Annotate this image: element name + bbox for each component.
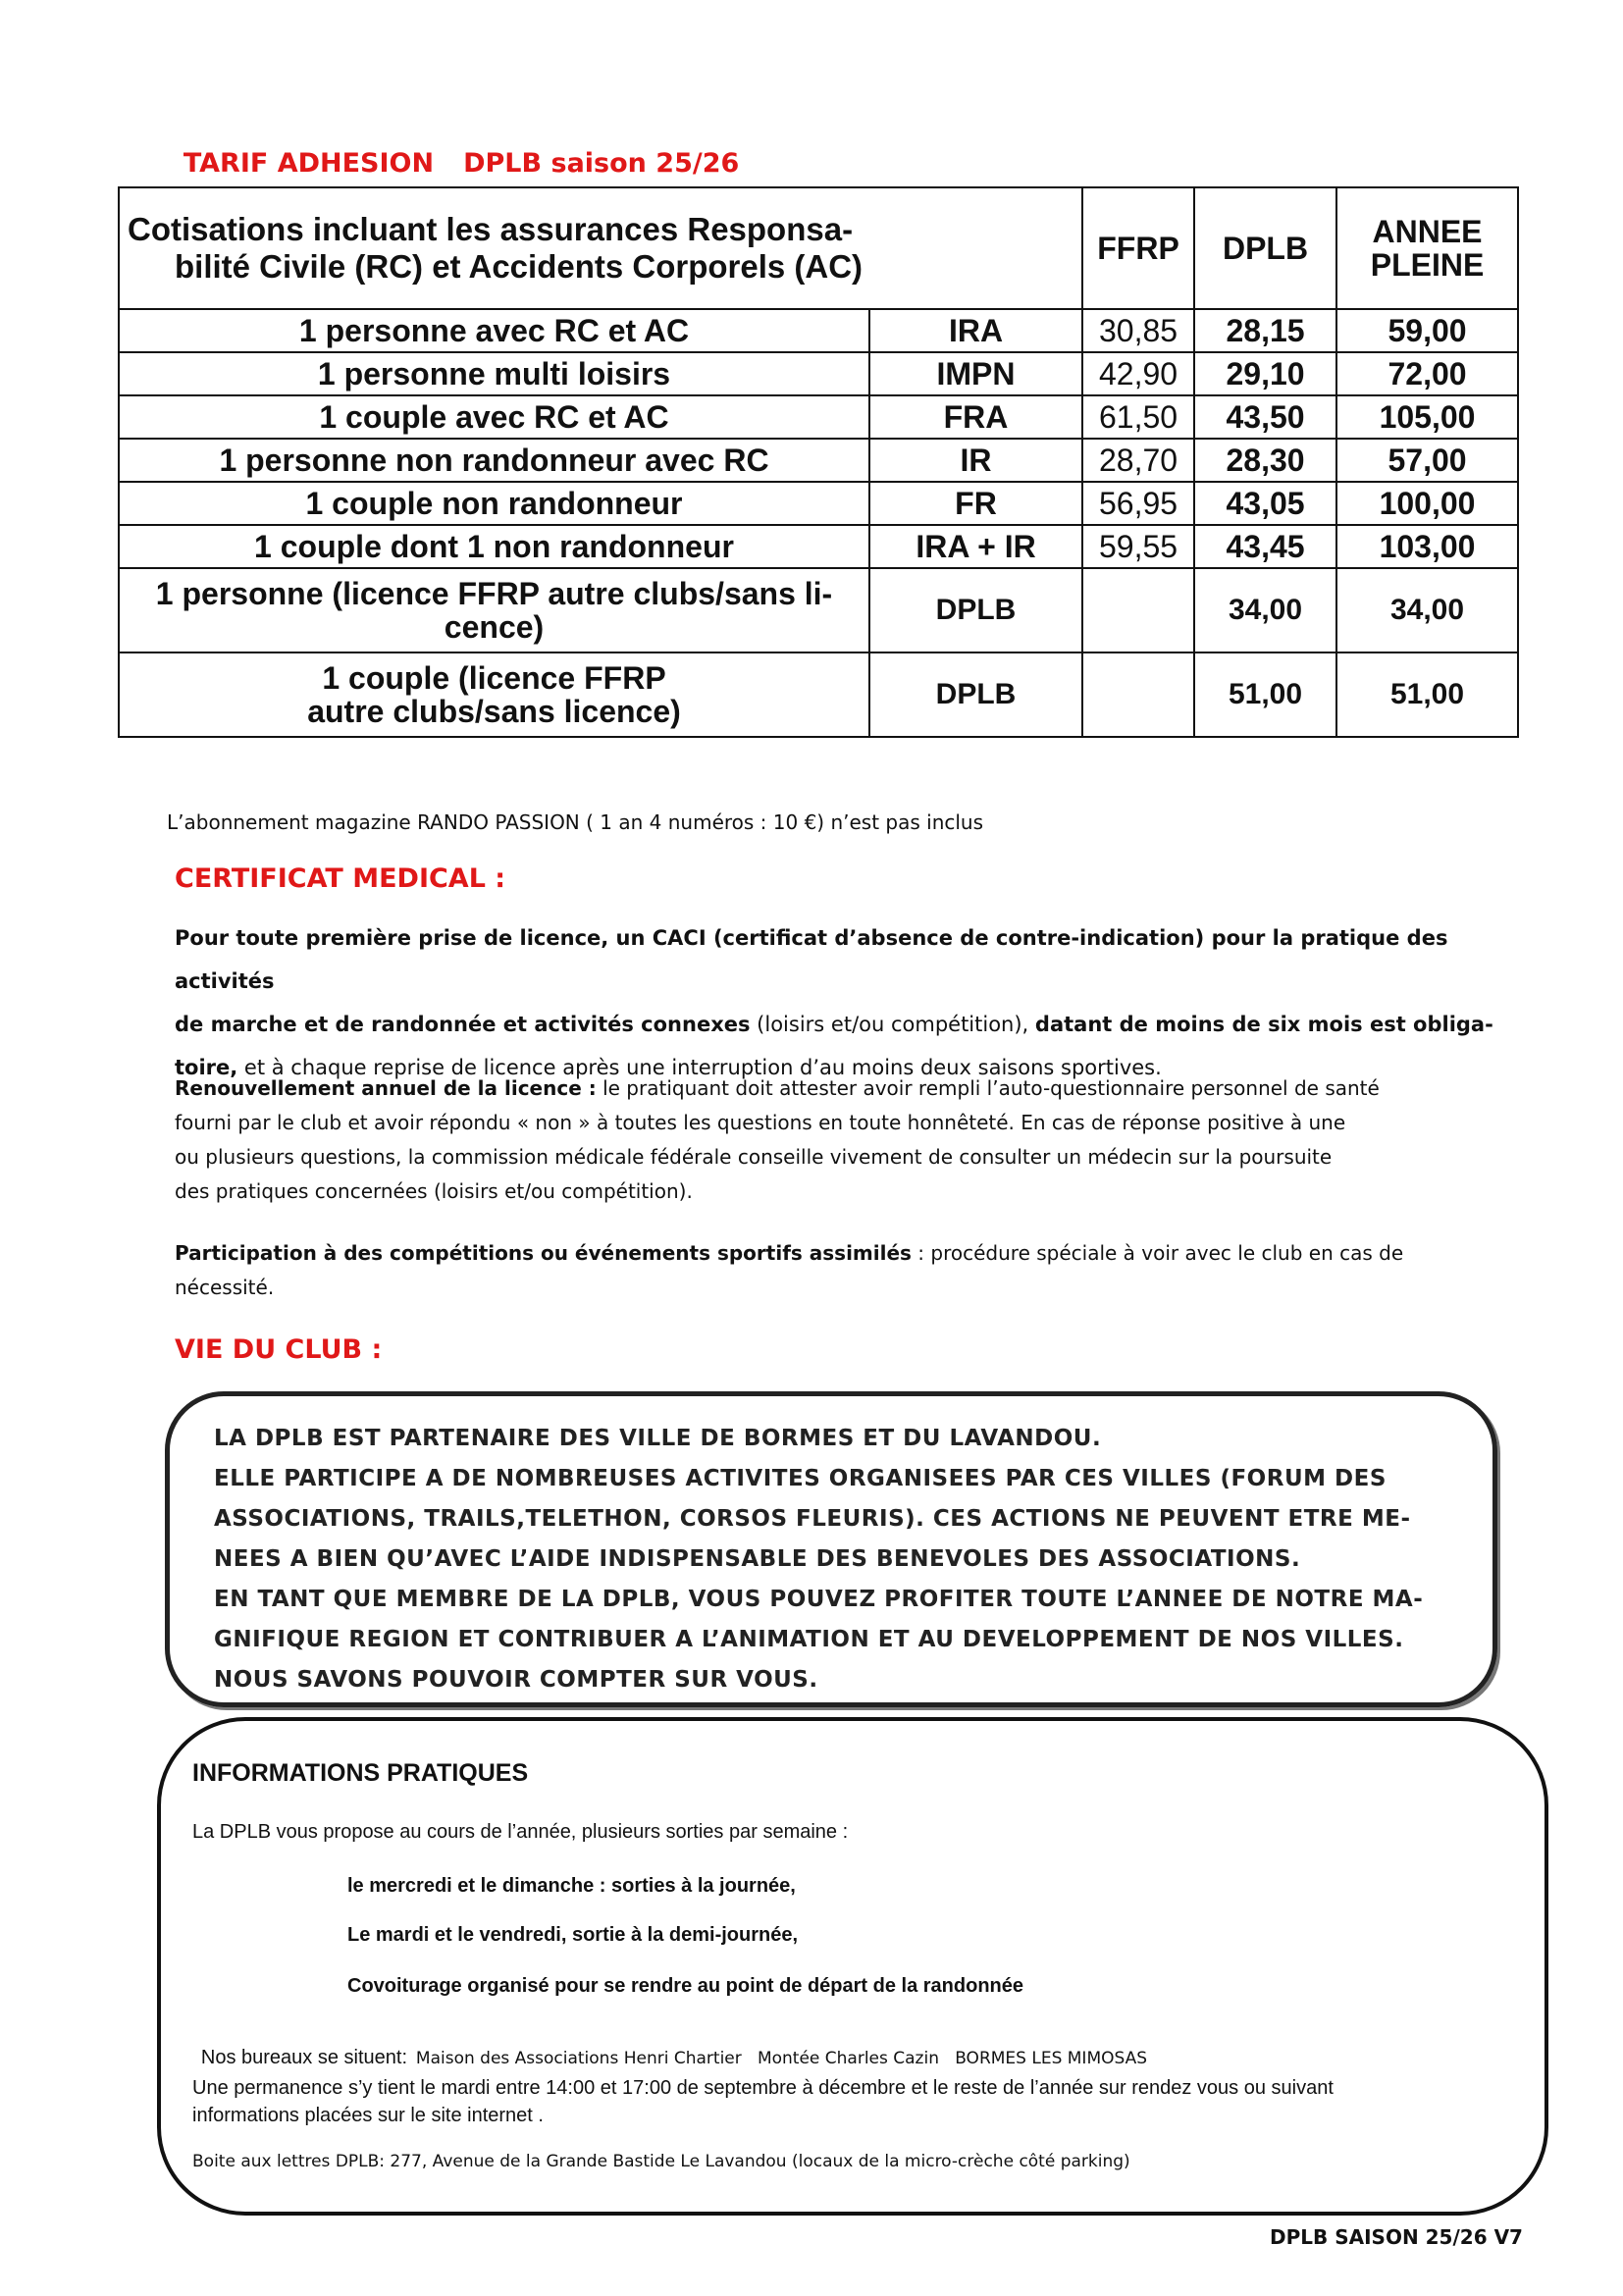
info-bureaux-label: Nos bureaux se situent:: [200, 2047, 408, 2068]
cert-p1-norm2: (loisirs et/ou compétition),: [750, 1013, 1035, 1036]
club-line: NEES A BIEN QU’AVEC L’AIDE INDISPENSABLE DES BENEVOLES DES ASSOCIATIONS.: [214, 1546, 1301, 1572]
title-part1: TARIF ADHESION: [183, 148, 435, 179]
row-ffrp: 30,85: [1082, 309, 1194, 352]
row-label: 1 couple non randonneur: [119, 482, 869, 525]
table-header-row: [119, 187, 1518, 309]
info-bureaux: [192, 2029, 1147, 2069]
row-label: [119, 652, 869, 737]
row-code: IRA: [869, 309, 1082, 352]
row-label-line1: 1 personne (licence FFRP autre clubs/sans li-: [155, 576, 833, 611]
row-label: 1 personne non randonneur avec RC: [119, 439, 869, 482]
cert-p1-bold3: datant de moins de six mois est obliga-: [1034, 1013, 1493, 1036]
club-text: [214, 1419, 1490, 1700]
table-row: [119, 525, 1518, 568]
cert-p3-l2: nécessité.: [175, 1276, 275, 1299]
row-label: 1 personne multi loisirs: [119, 352, 869, 395]
row-code: IRA + IR: [869, 525, 1082, 568]
header-annee-line1: ANNEE: [1372, 214, 1483, 249]
row-code: DPLB: [869, 652, 1082, 737]
row-code: IR: [869, 439, 1082, 482]
row-code: FR: [869, 482, 1082, 525]
header-desc-line1: Cotisations incluant les assurances Responsa-: [128, 211, 854, 247]
table-row: [119, 439, 1518, 482]
info-perm-line1: Une permanence s’y tient le mardi entre 14:00 et 17:00 de septembre à décembre et le reste de l’année sur rendez vous ou suivant: [192, 2077, 1334, 2099]
info-bullet-3: Covoiturage organisé pour se rendre au point de départ de la randonnée: [347, 1975, 1024, 1997]
cert-p1-bold2: de marche et de randonnée et activités connexes: [175, 1013, 751, 1036]
row-annee: 57,00: [1336, 439, 1518, 482]
row-annee: 34,00: [1336, 568, 1518, 652]
row-annee: 103,00: [1336, 525, 1518, 568]
row-dplb: 43,45: [1194, 525, 1336, 568]
club-line: NOUS SAVONS POUVOIR COMPTER SUR VOUS.: [214, 1667, 818, 1693]
cert-p2-l3: ou plusieurs questions, la commission médicale fédérale conseille vivement de consulter un médecin sur la poursuite: [175, 1145, 1333, 1169]
row-label-line1: 1 couple (licence FFRP: [322, 660, 666, 696]
tarif-table: [118, 186, 1519, 738]
cert-p2-l1: le pratiquant doit attester avoir rempli l’auto-questionnaire personnel de santé: [596, 1076, 1380, 1100]
row-dplb: 28,15: [1194, 309, 1336, 352]
info-box: [157, 1717, 1548, 2216]
table-row: [119, 352, 1518, 395]
cert-p3-bold: Participation à des compétitions ou événements sportifs assimilés: [175, 1241, 912, 1265]
info-intro: La DPLB vous propose au cours de l’année, plusieurs sorties par semaine :: [192, 1821, 849, 1843]
club-line: ELLE PARTICIPE A DE NOMBREUSES ACTIVITES ORGANISEES PAR CES VILLES (FORUM DES: [214, 1466, 1387, 1491]
info-bureaux-value: Maison des Associations Henri Chartier Montée Charles Cazin BORMES LES MIMOSAS: [415, 2049, 1148, 2068]
row-ffrp: 56,95: [1082, 482, 1194, 525]
table-row: [119, 309, 1518, 352]
page-title: [165, 118, 739, 179]
row-label: [119, 568, 869, 652]
row-dplb: 29,10: [1194, 352, 1336, 395]
row-label: 1 couple avec RC et AC: [119, 395, 869, 439]
certificat-paragraph-2: [175, 1071, 1509, 1209]
info-bullet-2: Le mardi et le vendredi, sortie à la demi-journée,: [347, 1924, 799, 1946]
row-ffrp: 42,90: [1082, 352, 1194, 395]
header-desc-line2: bilité Civile (RC) et Accidents Corporels (AC): [175, 248, 864, 285]
row-code: DPLB: [869, 568, 1082, 652]
row-code: FRA: [869, 395, 1082, 439]
header-annee: [1336, 187, 1518, 309]
row-ffrp: [1082, 652, 1194, 737]
info-bullet-1: le mercredi et le dimanche : sorties à la journée,: [347, 1875, 796, 1897]
row-dplb: 28,30: [1194, 439, 1336, 482]
info-boite: Boite aux lettres DPLB: 277, Avenue de la Grande Bastide Le Lavandou (locaux de la micro-crèche côté parking): [192, 2152, 1130, 2171]
table-row: [119, 568, 1518, 652]
table-row: [119, 395, 1518, 439]
cert-p1-bold1: Pour toute première prise de licence, un CACI (certificat d’absence de contre-indication) pour la pratique des activités: [175, 926, 1448, 993]
header-description: [119, 187, 1082, 309]
cert-p2-bold: Renouvellement annuel de la licence :: [175, 1076, 597, 1100]
row-ffrp: 59,55: [1082, 525, 1194, 568]
club-line: EN TANT QUE MEMBRE DE LA DPLB, VOUS POUVEZ PROFITER TOUTE L’ANNEE DE NOTRE MA-: [214, 1587, 1424, 1612]
certificat-heading: CERTIFICAT MEDICAL :: [175, 863, 506, 894]
header-annee-line2: PLEINE: [1370, 247, 1485, 283]
table-row: [119, 482, 1518, 525]
cert-p1-bold4: toire,: [175, 1056, 238, 1079]
row-code: IMPN: [869, 352, 1082, 395]
info-permanence: [192, 2074, 1507, 2129]
header-ffrp: FFRP: [1082, 187, 1194, 309]
row-label: 1 personne avec RC et AC: [119, 309, 869, 352]
row-label-line2: autre clubs/sans licence): [307, 694, 681, 729]
row-annee: 105,00: [1336, 395, 1518, 439]
row-dplb: 51,00: [1194, 652, 1336, 737]
header-dplb: DPLB: [1194, 187, 1336, 309]
row-dplb: 43,05: [1194, 482, 1336, 525]
club-heading: VIE DU CLUB :: [175, 1334, 383, 1365]
certificat-paragraph-1: [175, 916, 1509, 1089]
certificat-paragraph-3: [175, 1236, 1509, 1305]
row-label: 1 couple dont 1 non randonneur: [119, 525, 869, 568]
club-line: ASSOCIATIONS, TRAILS,TELETHON, CORSOS FLEURIS). CES ACTIONS NE PEUVENT ETRE ME-: [214, 1506, 1411, 1532]
row-ffrp: 61,50: [1082, 395, 1194, 439]
footer-version: DPLB SAISON 25/26 V7: [1270, 2225, 1523, 2249]
row-ffrp: 28,70: [1082, 439, 1194, 482]
club-line: GNIFIQUE REGION ET CONTRIBUER A L’ANIMATION ET AU DEVELOPPEMENT DE NOS VILLES.: [214, 1627, 1404, 1652]
table-row: [119, 652, 1518, 737]
row-label-line2: cence): [444, 609, 545, 645]
cert-p2-l4: des pratiques concernées (loisirs et/ou compétition).: [175, 1179, 693, 1203]
club-line: LA DPLB EST PARTENAIRE DES VILLE DE BORMES ET DU LAVANDOU.: [214, 1426, 1102, 1451]
row-dplb: 34,00: [1194, 568, 1336, 652]
row-annee: 59,00: [1336, 309, 1518, 352]
cert-p2-l2: fourni par le club et avoir répondu « non » à toutes les questions en toute honnêteté. En cas de réponse positive à une: [175, 1111, 1346, 1134]
row-dplb: 43,50: [1194, 395, 1336, 439]
abonnement-note: L’abonnement magazine RANDO PASSION ( 1 an 4 numéros : 10 €) n’est pas inclus: [167, 810, 984, 834]
info-heading: INFORMATIONS PRATIQUES: [192, 1759, 529, 1787]
info-perm-line2: informations placées sur le site internet .: [192, 2105, 544, 2126]
title-part2: DPLB saison 25/26: [463, 148, 740, 179]
row-annee: 51,00: [1336, 652, 1518, 737]
cert-p3-l1: : procédure spéciale à voir avec le club en cas de: [911, 1241, 1404, 1265]
row-ffrp: [1082, 568, 1194, 652]
row-annee: 72,00: [1336, 352, 1518, 395]
cert-p1-norm4: et à chaque reprise de licence après une interruption d’au moins deux saisons sportives.: [237, 1056, 1162, 1079]
row-annee: 100,00: [1336, 482, 1518, 525]
